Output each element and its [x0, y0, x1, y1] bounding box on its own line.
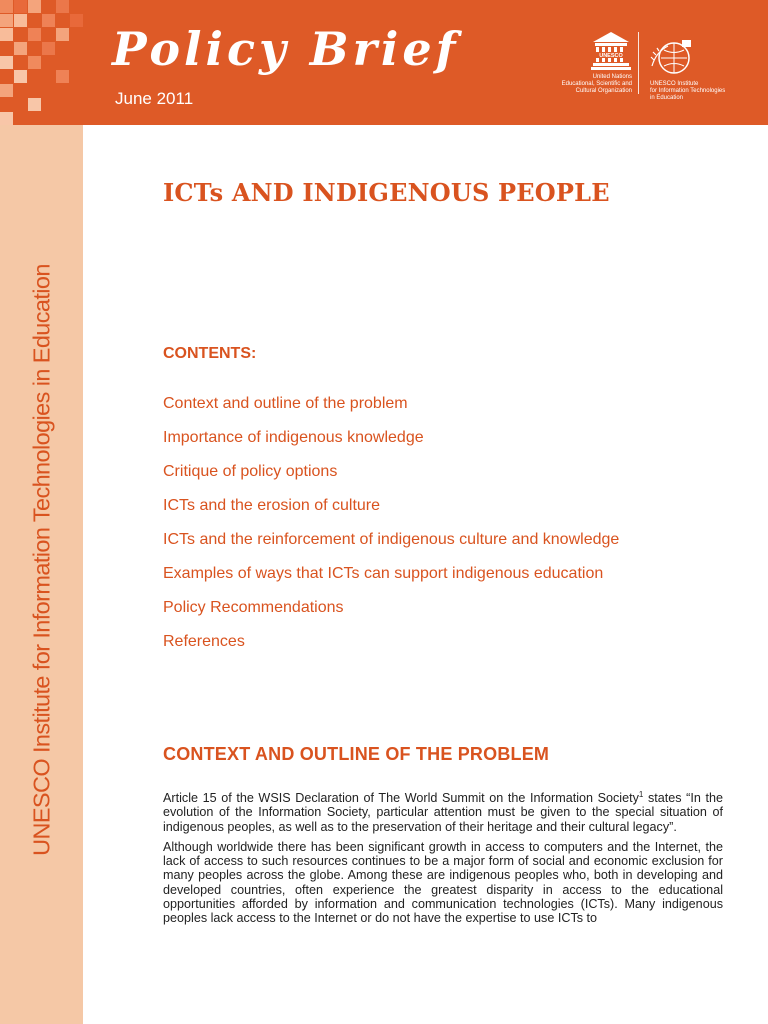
paragraph-2: Although worldwide there has been significant growth in access to computers and the Internet, the lack of access to such resources continues to be a major form of social and economic exclusion for many peoples across the globe. Among these are indigenous peoples who, both in developing and developed countries, often experience the greatest disparity in access to the educational opportunities afforded by information and communication technologies (ICTs). Many indigenous peoples lack access to the Internet or do not have the expertise to use ICTs to: [163, 839, 723, 926]
logo-block: [548, 30, 748, 100]
toc-item-critique[interactable]: Critique of policy options: [163, 463, 338, 480]
toc-item-context[interactable]: Context and outline of the problem: [163, 395, 408, 412]
contents-heading: CONTENTS:: [163, 345, 257, 362]
iite-caption: UNESCO Institute for Information Technologies in Education: [650, 81, 726, 101]
publication-date: June 2011: [115, 89, 194, 108]
paragraph-1: Article 15 of the WSIS Declaration of The World Summit on the Information Society$^1$ states “In the evolution of the Information Society, particular attention must be given to the special situation of indigenous peoples, as well as to the preservation of their heritage and their cultural legacy”.: [163, 789, 723, 834]
body-text: [163, 791, 723, 932]
toc-item-recommendations[interactable]: Policy Recommendations: [163, 599, 344, 616]
table-of-contents: [163, 394, 633, 651]
section-heading: CONTEXT AND OUTLINE OF THE PROBLEM: [163, 744, 550, 764]
toc-item-importance[interactable]: Importance of indigenous knowledge: [163, 429, 424, 446]
header-banner: [0, 0, 768, 125]
unesco-temple-logo: [591, 30, 631, 70]
footnote-ref[interactable]: 1: [638, 789, 644, 799]
brand-title: Policy Brief: [112, 22, 460, 76]
iite-globe-logo: [648, 36, 694, 80]
logo-divider: [638, 32, 639, 94]
sidebar-vertical-title: UNESCO Institute for Information Technologies in Education: [28, 264, 55, 856]
toc-item-reinforcement[interactable]: ICTs and the reinforcement of indigenous culture and knowledge: [163, 531, 620, 548]
toc-item-erosion[interactable]: ICTs and the erosion of culture: [163, 497, 381, 514]
unesco-caption: United Nations Educational, Scientific and Cultural Organization: [561, 74, 632, 94]
toc-item-references[interactable]: References: [163, 633, 245, 650]
unesco-wordmark: UNESCO: [599, 53, 623, 59]
toc-item-examples[interactable]: Examples of ways that ICTs can support indigenous education: [163, 565, 604, 582]
mosaic-pattern: [0, 0, 84, 125]
document-title: ICTs AND INDIGENOUS PEOPLE: [163, 178, 610, 207]
